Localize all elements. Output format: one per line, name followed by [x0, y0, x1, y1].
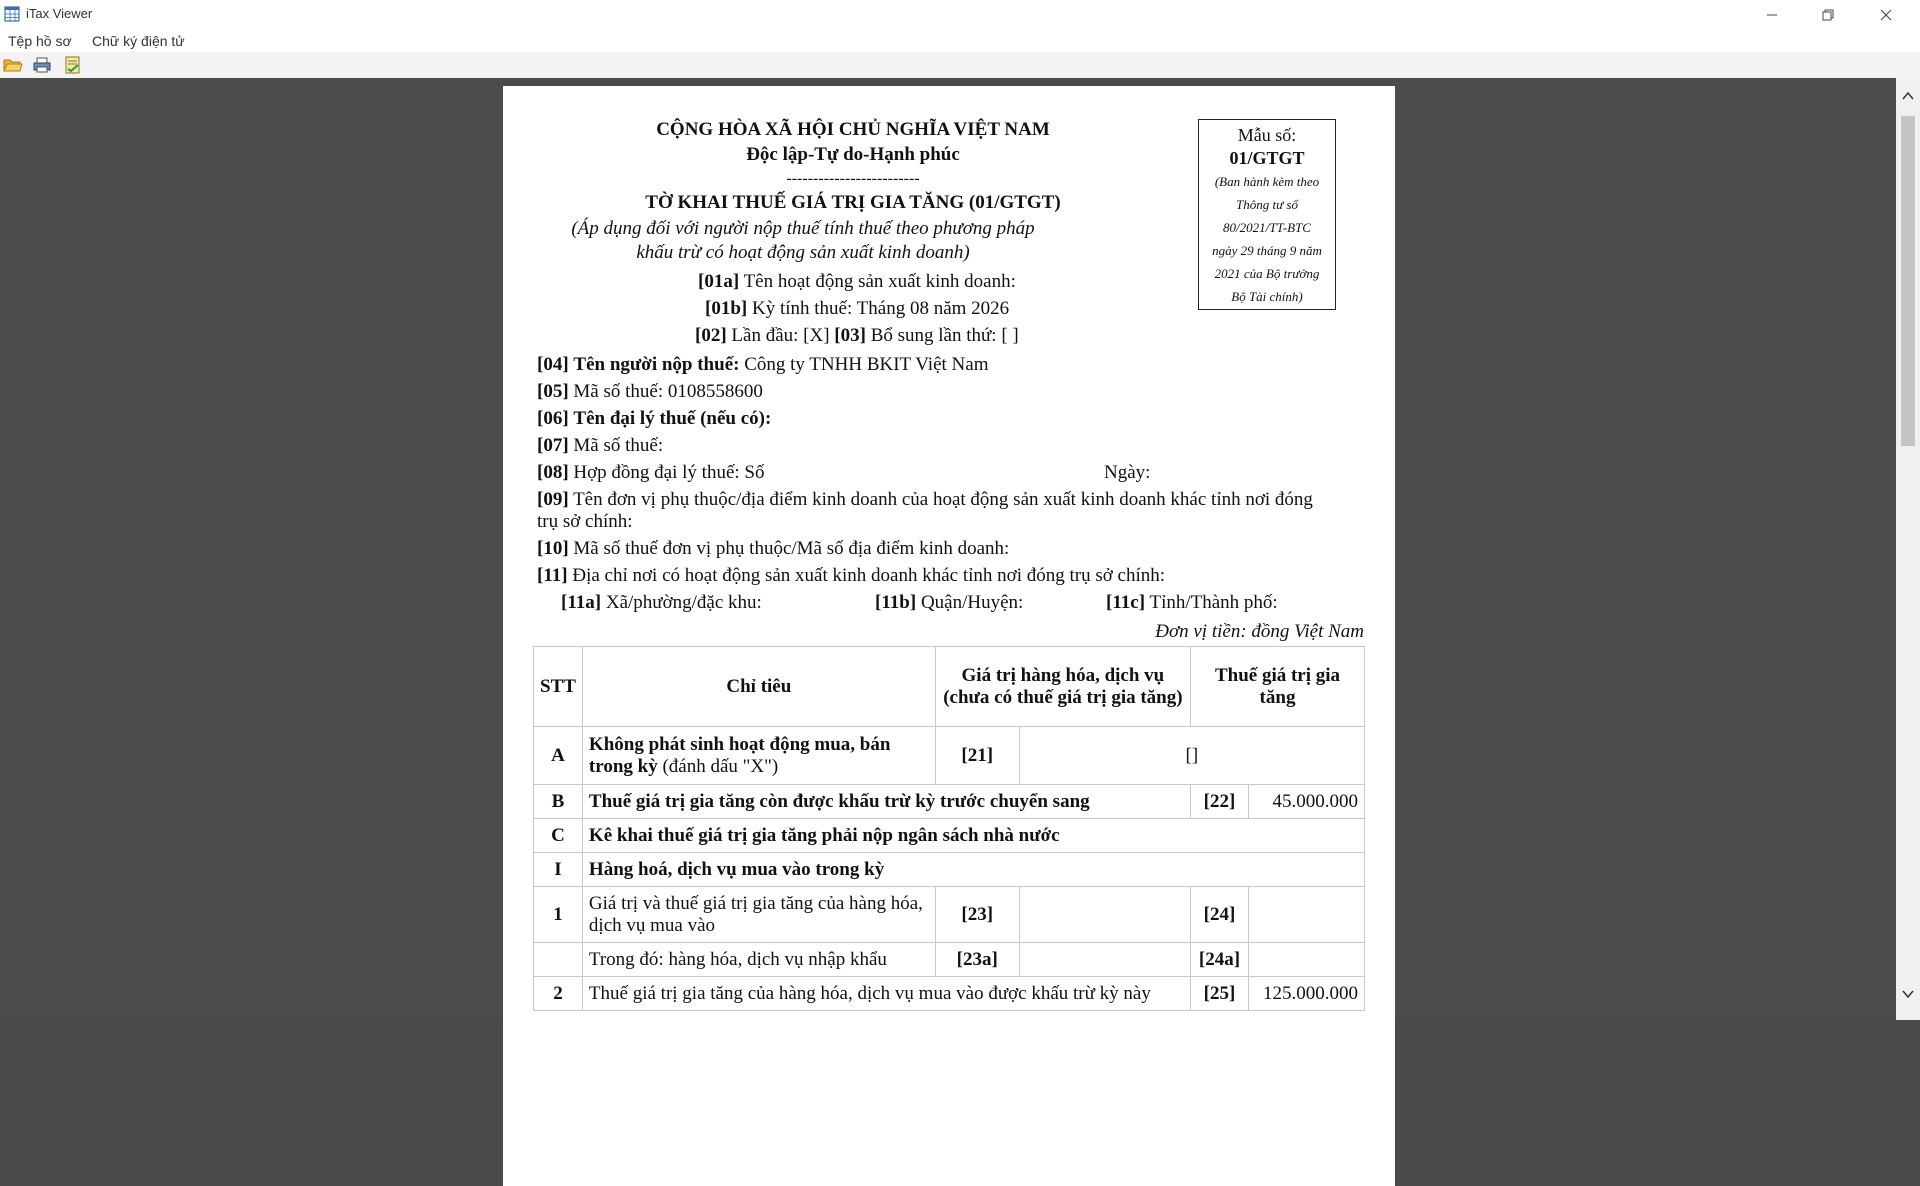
field-01b [705, 298, 1009, 320]
form-subtitle-2: khấu trừ có hoạt động sản xuất kinh doanh) [636, 242, 970, 263]
row-code: [22] [1191, 785, 1249, 819]
tax-form-page [503, 86, 1395, 1186]
scrollbar-thumb[interactable] [1901, 116, 1915, 446]
row-code: [24a] [1191, 943, 1249, 977]
col-thue: Thuế giá trị gia tăng [1191, 647, 1365, 727]
row-code: [24] [1191, 887, 1249, 943]
field-11 [537, 565, 1165, 587]
header-republic: CỘNG HÒA XÃ HỘI CHỦ NGHĨA VIỆT NAM [656, 119, 1050, 140]
field-label: Xã/phường/đặc khu: [605, 592, 762, 613]
header-divider: ------------------------- [786, 170, 920, 187]
field-08-date: Ngày: [1104, 462, 1151, 483]
title-bar [0, 0, 1920, 29]
field-label: Lần đầu: [X] [731, 325, 830, 346]
row-value: 45.000.000 [1249, 785, 1365, 819]
menu-digital-signature[interactable]: Chữ ký điện tử [92, 33, 185, 49]
row-code: [23a] [935, 943, 1019, 977]
field-09 [537, 489, 1313, 511]
field-02-03 [695, 325, 1019, 347]
field-09-cont: trụ sở chính: [537, 511, 633, 532]
restore-icon [1822, 9, 1834, 21]
field-04 [537, 354, 988, 376]
minimize-button[interactable] [1744, 0, 1800, 29]
window-title: iTax Viewer [26, 6, 93, 21]
scroll-down-icon[interactable] [1900, 986, 1916, 1002]
mau-so-note-line: (Ban hành kèm theo [1214, 174, 1320, 189]
field-05 [537, 381, 763, 403]
minimize-icon [1766, 9, 1778, 21]
row-value-empty [1019, 887, 1190, 943]
row-label: Trong đó: hàng hóa, dịch vụ nhập khẩu [582, 943, 935, 977]
row-value-empty [1019, 943, 1190, 977]
toolbar [0, 52, 1920, 79]
mau-so-note-line: ngày 29 tháng 9 năm [1212, 243, 1322, 258]
table-row [534, 887, 1365, 943]
sign-document-icon[interactable] [63, 56, 83, 74]
field-label: Quận/Huyện: [920, 592, 1024, 613]
row-label: Hàng hoá, dịch vụ mua vào trong kỳ [582, 853, 1364, 887]
close-button[interactable] [1858, 0, 1914, 29]
field-label: Mã số thuế: 0108558600 [573, 381, 763, 402]
print-icon[interactable] [32, 56, 52, 74]
field-label: Mã số thuế: [573, 435, 664, 456]
row-label: Thuế giá trị gia tăng của hàng hóa, dịch vụ mua vào được khấu trừ kỳ này [582, 977, 1190, 1011]
row-stt-empty [534, 943, 583, 977]
field-07 [537, 435, 663, 457]
field-code: [01b] [705, 298, 748, 319]
row-label-note: (đánh dấu "X") [657, 755, 779, 777]
field-11a [561, 592, 762, 614]
restore-button[interactable] [1800, 0, 1856, 29]
field-label: Mã số thuế đơn vị phụ thuộc/Mã số địa điểm kinh doanh: [573, 538, 1010, 559]
form-subtitle-1: (Áp dụng đối với người nộp thuế tính thuế theo phương pháp [571, 218, 1035, 239]
field-code: [11a] [561, 592, 602, 613]
row-stt: 1 [534, 887, 583, 943]
row-label [582, 727, 935, 785]
row-code: [23] [935, 887, 1019, 943]
menu-file[interactable]: Tệp hồ sơ [8, 33, 72, 49]
row-label: Thuế giá trị gia tăng còn được khấu trừ kỳ trước chuyển sang [582, 785, 1190, 819]
row-stt: B [534, 785, 583, 819]
field-label: Bổ sung lần thứ: [ ] [870, 325, 1019, 346]
row-stt: I [534, 853, 583, 887]
field-11b [875, 592, 1023, 614]
row-stt: 2 [534, 977, 583, 1011]
form-title: TỜ KHAI THUẾ GIÁ TRỊ GIA TĂNG (01/GTGT) [645, 192, 1061, 213]
vat-table [533, 646, 1365, 1011]
field-label: Kỳ tính thuế: Tháng 08 năm 2026 [751, 298, 1010, 319]
table-header-row [534, 647, 1365, 727]
field-label: Hợp đồng đại lý thuế: Số [573, 462, 765, 483]
mau-so-code: 01/GTGT [1229, 148, 1305, 168]
mau-so-label: Mẫu số: [1237, 125, 1297, 145]
row-label: Giá trị và thuế giá trị gia tăng của hàng hóa, dịch vụ mua vào [582, 887, 935, 943]
field-code: [11b] [875, 592, 917, 613]
field-code: [05] [537, 381, 569, 402]
mau-so-note-line: 2021 của Bộ trưởng [1214, 266, 1320, 281]
field-11c [1106, 592, 1278, 614]
field-code: [11] [537, 565, 568, 586]
open-folder-icon[interactable] [3, 56, 23, 74]
menu-bar [0, 29, 1920, 52]
col-chi-tieu: Chỉ tiêu [582, 647, 935, 727]
row-stt: A [534, 727, 583, 785]
field-code: [04] [537, 354, 569, 375]
field-label: Tên đơn vị phụ thuộc/địa điểm kinh doanh của hoạt động sản xuất kinh doanh khác tỉnh nơi đóng [573, 489, 1313, 510]
mau-so-note-line: Bộ Tài chính) [1231, 289, 1303, 304]
field-code: [02] [695, 325, 727, 346]
field-code: [06] [537, 408, 569, 429]
field-code: [09] [537, 489, 569, 510]
table-row [534, 853, 1365, 887]
mau-so-note-line: Thông tư số [1236, 197, 1298, 212]
scroll-up-icon[interactable] [1900, 88, 1916, 104]
col-gia-tri: Giá trị hàng hóa, dịch vụ (chưa có thuế giá trị gia tăng) [935, 647, 1190, 727]
field-code: [01a] [698, 271, 740, 292]
field-06 [537, 408, 771, 430]
close-icon [1880, 9, 1892, 21]
field-code: [07] [537, 435, 569, 456]
row-value: 125.000.000 [1249, 977, 1365, 1011]
taxpayer-name: Công ty TNHH BKIT Việt Nam [744, 354, 989, 375]
mau-so-note-line: 80/2021/TT-BTC [1223, 220, 1311, 235]
field-label: Tên hoạt động sản xuất kinh doanh: [743, 271, 1016, 292]
vertical-scrollbar[interactable] [1896, 78, 1920, 1020]
table-row [534, 727, 1365, 785]
table-row [534, 943, 1365, 977]
field-label: Tên người nộp thuế: [573, 354, 740, 375]
field-code: [08] [537, 462, 569, 483]
field-08 [537, 462, 764, 484]
no-activity-checkbox[interactable]: [] [1019, 727, 1364, 785]
currency-note: Đơn vị tiền: đồng Việt Nam [1155, 621, 1364, 642]
row-label: Kê khai thuế giá trị gia tăng phải nộp ngân sách nhà nước [582, 819, 1364, 853]
field-label: Tên đại lý thuế (nếu có): [573, 408, 772, 429]
field-label: Tỉnh/Thành phố: [1149, 592, 1278, 613]
form-template-box [1198, 119, 1336, 310]
row-code: [25] [1191, 977, 1249, 1011]
row-value-empty [1249, 943, 1365, 977]
field-label: Địa chỉ nơi có hoạt động sản xuất kinh doanh khác tỉnh nơi đóng trụ sở chính: [572, 565, 1166, 586]
table-row [534, 785, 1365, 819]
field-code: [03] [834, 325, 866, 346]
field-10 [537, 538, 1009, 560]
field-code: [10] [537, 538, 569, 559]
col-stt: STT [534, 647, 583, 727]
table-row [534, 977, 1365, 1011]
row-label-bold: Không phát sinh hoạt động mua, bán trong kỳ [588, 733, 891, 777]
row-stt: C [534, 819, 583, 853]
row-code: [21] [935, 727, 1019, 785]
table-row [534, 819, 1365, 853]
header-motto: Độc lập-Tự do-Hạnh phúc [746, 144, 960, 165]
field-code: [11c] [1106, 592, 1146, 613]
app-table-icon [4, 6, 20, 22]
row-value-empty [1249, 887, 1365, 943]
field-01a [698, 271, 1016, 293]
